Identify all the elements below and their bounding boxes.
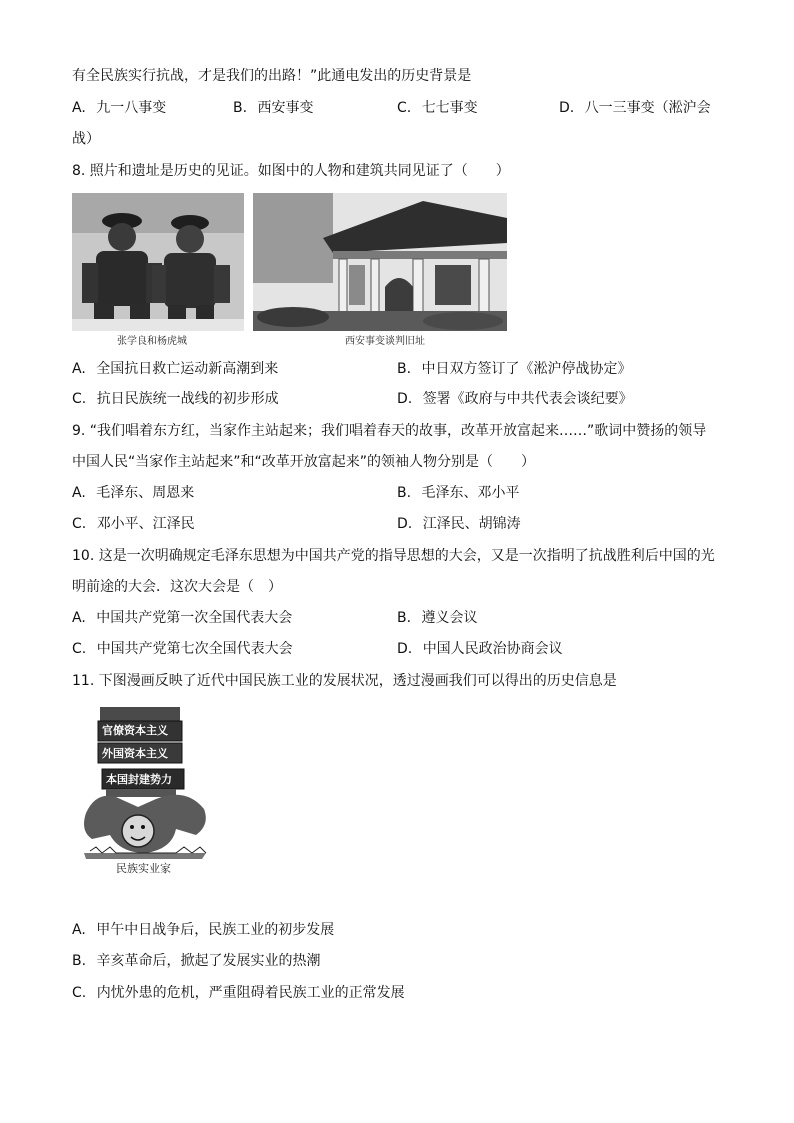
option-text: 中日双方签订了《淞沪停战协定》 — [421, 361, 632, 377]
q11-option-a[interactable] — [72, 921, 334, 939]
option-letter: A. — [72, 361, 86, 377]
option-letter: D. — [397, 516, 413, 532]
q9-option-c[interactable] — [72, 515, 195, 533]
option-letter: C. — [397, 100, 412, 116]
q10-stem-line1: 10. 这是一次明确规定毛泽东思想为中国共产党的指导思想的大会，又是一次指明了抗战胜利后中国的光 — [72, 548, 715, 564]
cartoon-label-bureaucratic-capital: 官僚资本主义 — [102, 724, 168, 737]
q8-option-d[interactable] — [397, 390, 633, 408]
option-letter: C. — [72, 391, 87, 407]
option-letter: C. — [72, 516, 87, 532]
q8-stem: 8. 照片和遗址是历史的见证。如图中的人物和建筑共同见证了（ ） — [72, 163, 510, 179]
q10-option-c[interactable] — [72, 640, 293, 658]
option-letter: B. — [397, 485, 412, 501]
option-text: 抗日民族统一战线的初步形成 — [96, 391, 279, 407]
q11-option-c[interactable] — [72, 984, 405, 1002]
q8-option-b[interactable] — [397, 360, 632, 378]
q9-stem-line2: 中国人民“当家作主站起来”和“改革开放富起来”的领袖人物分别是（ ） — [72, 454, 536, 470]
option-text: 甲午中日战争后，民族工业的初步发展 — [96, 922, 335, 938]
option-text: 八一三事变（淞沪会 — [584, 100, 711, 116]
option-letter: C. — [72, 641, 87, 657]
q7-option-a[interactable] — [72, 99, 166, 117]
option-letter: A. — [72, 100, 86, 116]
cartoon-label-foreign-capital: 外国资本主义 — [102, 747, 168, 760]
building-illustration — [253, 193, 507, 331]
caption-building: 西安事变谈判旧址 — [345, 336, 425, 347]
cartoon-caption: 民族实业家 — [116, 862, 171, 875]
option-text: 邓小平、江泽民 — [96, 516, 195, 532]
q9-option-b[interactable] — [397, 484, 520, 502]
q7-option-d-wrap: 战） — [72, 131, 100, 147]
option-letter: A. — [72, 922, 86, 938]
option-text: 七七事变 — [421, 100, 478, 116]
generals-illustration — [72, 193, 244, 331]
q8-option-a[interactable] — [72, 360, 278, 378]
q11-option-b[interactable] — [72, 952, 321, 970]
option-letter: B. — [233, 100, 248, 116]
option-text: 签署《政府与中共代表会谈纪要》 — [422, 391, 633, 407]
q8-option-c[interactable] — [72, 390, 279, 408]
q10-option-b[interactable] — [397, 609, 478, 627]
q7-option-c[interactable] — [397, 99, 478, 117]
q9-option-d[interactable] — [397, 515, 521, 533]
option-text: 全国抗日救亡运动新高潮到来 — [96, 361, 279, 377]
q10-option-a[interactable] — [72, 609, 292, 627]
option-text: 辛亥革命后，掀起了发展实业的热潮 — [96, 953, 321, 969]
option-text: 江泽民、胡锦涛 — [422, 516, 521, 532]
q7-stem-continuation: 有全民族实行抗战，才是我们的出路！”此通电发出的历史背景是 — [72, 68, 472, 84]
q10-stem-line2: 明前途的大会．这次大会是（ ） — [72, 579, 282, 595]
caption-generals: 张学良和杨虎城 — [117, 336, 187, 347]
option-text: 西安事变 — [257, 100, 314, 116]
q10-option-d[interactable] — [397, 640, 563, 658]
q8-photo-building — [253, 193, 507, 331]
cartoon-label-feudal-forces: 本国封建势力 — [106, 773, 172, 786]
option-letter: B. — [72, 953, 87, 969]
option-text: 中国人民政治协商会议 — [422, 641, 563, 657]
q11-stem: 11. 下图漫画反映了近代中国民族工业的发展状况，透过漫画我们可以得出的历史信息是 — [72, 673, 617, 689]
q8-photo-generals — [72, 193, 244, 331]
q9-option-a[interactable] — [72, 484, 194, 502]
option-letter: B. — [397, 610, 412, 626]
option-text: 遵义会议 — [421, 610, 478, 626]
option-letter: D. — [397, 641, 413, 657]
option-letter: C. — [72, 985, 87, 1001]
option-text: 毛泽东、周恩来 — [96, 485, 195, 501]
option-text: 中国共产党第一次全国代表大会 — [96, 610, 293, 626]
option-letter: A. — [72, 610, 86, 626]
option-text: 中国共产党第七次全国代表大会 — [96, 641, 293, 657]
option-text: 内忧外患的危机，严重阻碍着民族工业的正常发展 — [96, 985, 405, 1001]
option-letter: D. — [559, 100, 575, 116]
option-text: 九一八事变 — [96, 100, 167, 116]
option-text: 毛泽东、邓小平 — [421, 485, 520, 501]
q7-option-d[interactable] — [559, 99, 711, 117]
option-letter: D. — [397, 391, 413, 407]
q7-option-b[interactable] — [233, 99, 314, 117]
q11-cartoon — [76, 703, 214, 878]
option-letter: A. — [72, 485, 86, 501]
option-letter: B. — [397, 361, 412, 377]
q9-stem-line1: 9. “我们唱着东方红，当家作主站起来；我们唱着春天的故事，改革开放富起来……”歌词中赞扬的领导 — [72, 423, 707, 439]
